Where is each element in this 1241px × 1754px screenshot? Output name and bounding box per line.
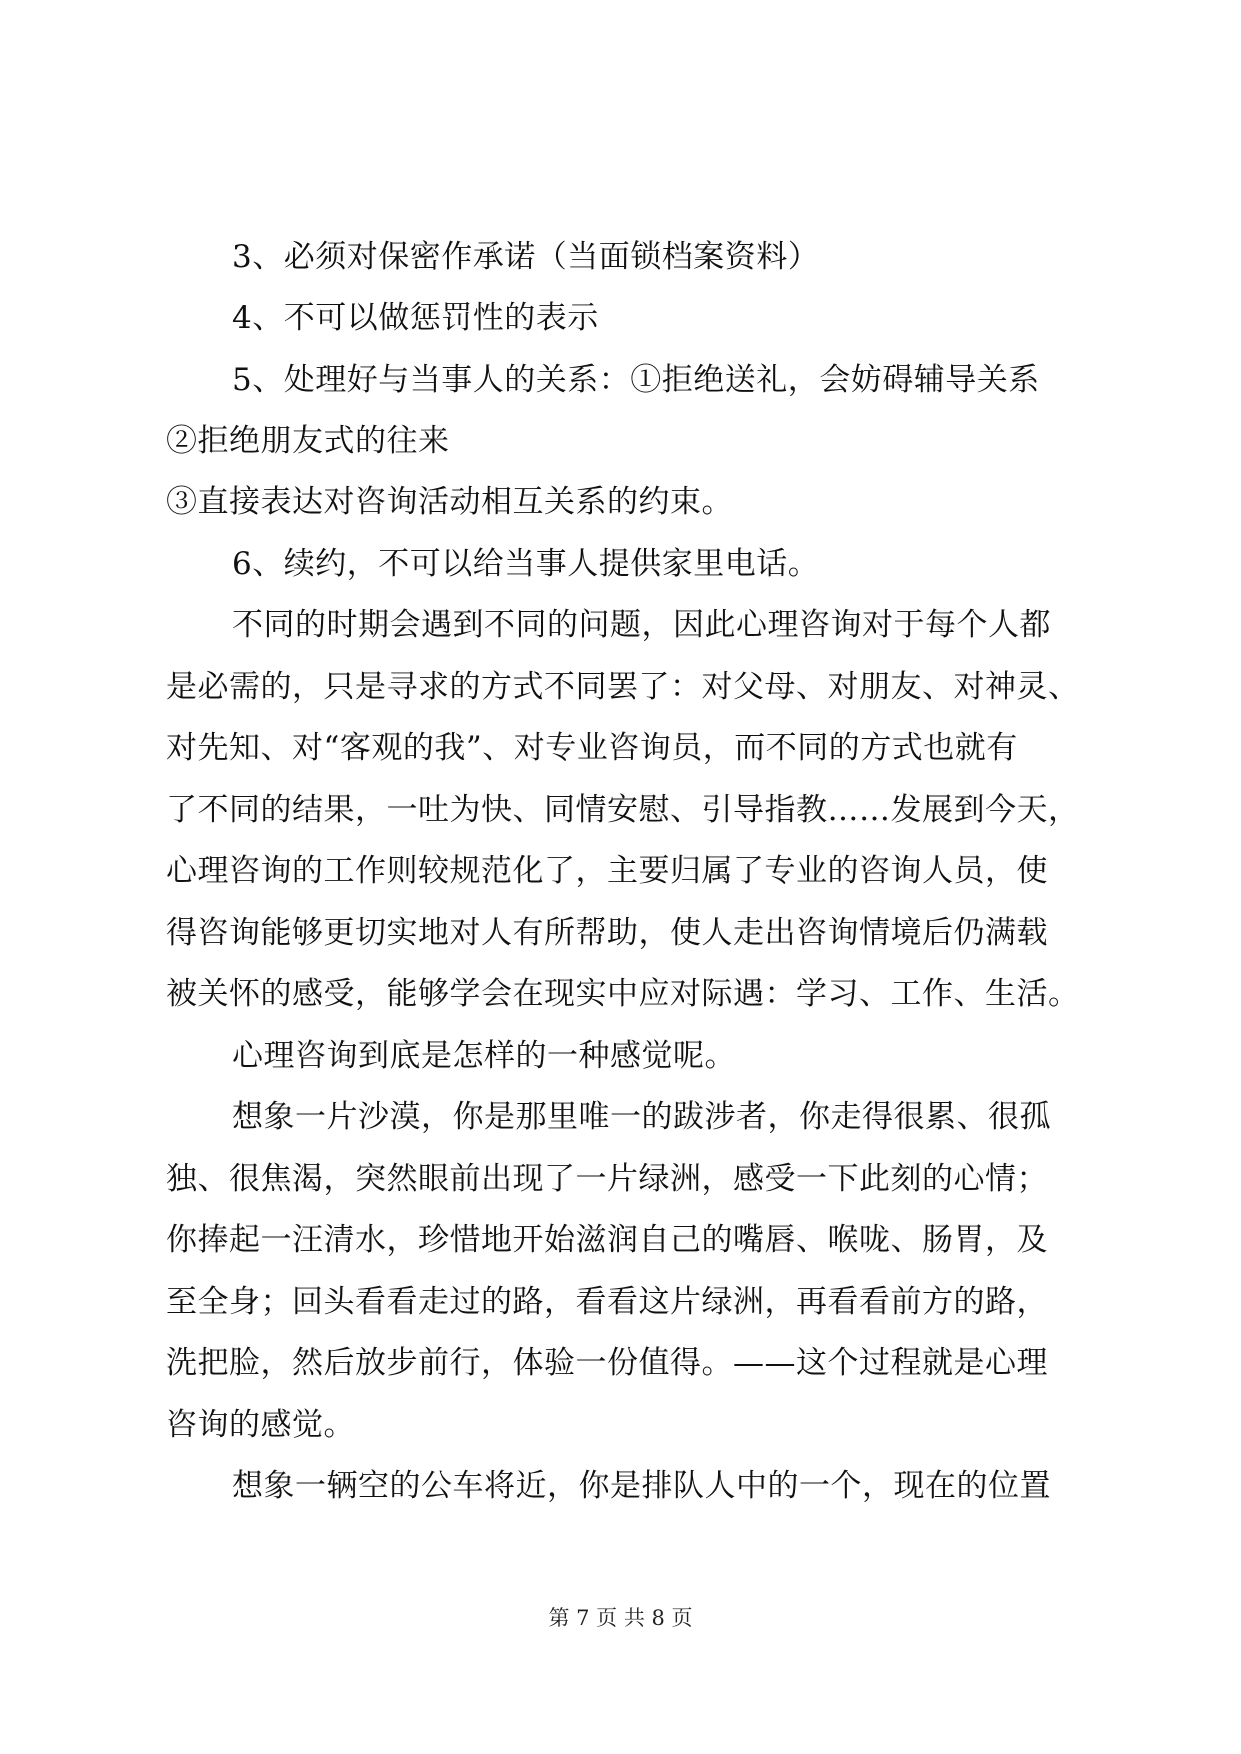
text-line-3: 5、处理好与当事人的关系：①拒绝送礼，会妨碍辅导关系 bbox=[232, 362, 1040, 398]
paragraph-line: 被关怀的感受，能够学会在现实中应对际遇：学习、工作、生活。 bbox=[166, 976, 1080, 1012]
paragraph-line: 你捧起一汪清水，珍惜地开始滋润自己的嘴唇、喉咙、肠胃，及 bbox=[166, 1222, 1048, 1258]
paragraph-line: 心理咨询到底是怎样的一种感觉呢。 bbox=[232, 1038, 736, 1074]
paragraph-line: 咨询的感觉。 bbox=[166, 1407, 355, 1443]
paragraph-line: 心理咨询的工作则较规范化了，主要归属了专业的咨询人员，使 bbox=[166, 853, 1048, 889]
text-line-5: ③直接表达对咨询活动相互关系的约束。 bbox=[166, 484, 733, 520]
paragraph-line: 对先知、对“客观的我”、对专业咨询员，而不同的方式也就有 bbox=[166, 730, 1018, 766]
text-line-4: ②拒绝朋友式的往来 bbox=[166, 423, 450, 459]
paragraph-line: 想象一片沙漠，你是那里唯一的跋涉者，你走得很累、很孤 bbox=[232, 1099, 1051, 1135]
page-number-footer: 第 7 页 共 8 页 bbox=[548, 1606, 693, 1630]
paragraph-line: 独、很焦渴，突然眼前出现了一片绿洲，感受一下此刻的心情； bbox=[166, 1161, 1048, 1197]
text-line-6: 6、续约，不可以给当事人提供家里电话。 bbox=[232, 546, 820, 582]
paragraph-line: 不同的时期会遇到不同的问题，因此心理咨询对于每个人都 bbox=[232, 607, 1051, 643]
paragraph-line: 想象一辆空的公车将近，你是排队人中的一个，现在的位置 bbox=[232, 1468, 1051, 1504]
paragraph-line: 洗把脸，然后放步前行，体验一份值得。——这个过程就是心理 bbox=[166, 1345, 1048, 1381]
text-line-2: 4、不可以做惩罚性的表示 bbox=[232, 300, 599, 336]
paragraph-line: 了不同的结果，一吐为快、同情安慰、引导指教……发展到今天， bbox=[166, 792, 1080, 828]
paragraph-line: 得咨询能够更切实地对人有所帮助，使人走出咨询情境后仍满载 bbox=[166, 915, 1048, 951]
paragraph-line: 至全身；回头看看走过的路，看看这片绿洲，再看看前方的路， bbox=[166, 1284, 1048, 1320]
paragraph-line: 是必需的，只是寻求的方式不同罢了：对父母、对朋友、对神灵、 bbox=[166, 669, 1080, 705]
text-line-1: 3、必须对保密作承诺（当面锁档案资料） bbox=[232, 239, 820, 275]
